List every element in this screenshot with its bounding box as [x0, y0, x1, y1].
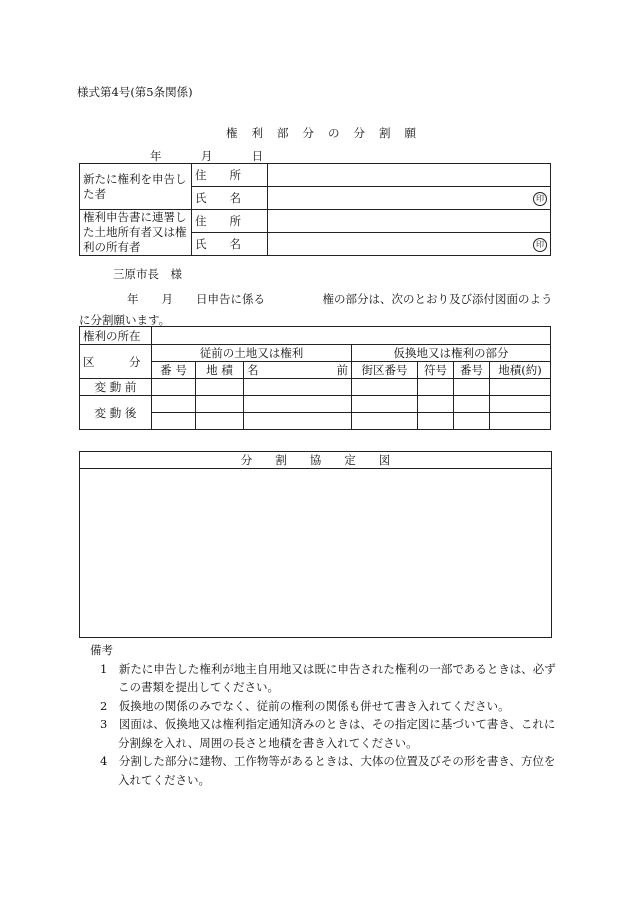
col-header: 符号	[418, 362, 454, 379]
table-cell[interactable]	[152, 379, 196, 396]
table-cell[interactable]	[490, 379, 551, 396]
row-label-after: 変 動 後	[80, 396, 152, 430]
applicant-label: 新たに権利を申告した者	[80, 164, 192, 210]
location-field[interactable]	[152, 327, 551, 345]
applicant-name-field[interactable]	[268, 187, 551, 210]
page-title: 権 利 部 分 の 分 割 願	[226, 126, 422, 140]
diagram-area[interactable]	[80, 469, 551, 637]
date-day: 日	[251, 149, 264, 163]
table-cell[interactable]	[152, 396, 196, 413]
table-cell[interactable]	[244, 413, 352, 430]
diagram-box	[79, 451, 552, 638]
name-label: 氏 名	[192, 187, 268, 210]
form-number: 様式第4号(第5条関係)	[77, 85, 193, 99]
applicant-table	[79, 163, 551, 256]
table-cell[interactable]	[196, 396, 244, 413]
notes	[92, 641, 562, 789]
address-label: 住 所	[192, 210, 268, 233]
table-cell[interactable]	[418, 379, 454, 396]
table-cell[interactable]	[352, 379, 418, 396]
table-cell[interactable]	[490, 413, 551, 430]
row-label-before: 変 動 前	[80, 379, 152, 396]
table-cell[interactable]	[196, 413, 244, 430]
name-label: 氏 名	[192, 233, 268, 256]
col-header: 街区番号	[352, 362, 418, 379]
col-header: 番 号	[152, 362, 196, 379]
diagram-title: 分 割 協 定 図	[80, 452, 551, 469]
address-label: 住 所	[192, 164, 268, 187]
addressee: 三原市長 様	[113, 267, 182, 281]
note-item: 4 分割した部分に建物、工作物等があるときは、大体の位置及びその形を書き、方位を入れてください。	[100, 754, 556, 787]
date-month: 月	[200, 149, 213, 163]
after-group-header: 仮換地又は権利の部分	[352, 345, 551, 362]
before-group-header: 従前の土地又は権利	[152, 345, 352, 362]
table-cell[interactable]	[352, 413, 418, 430]
table-cell[interactable]	[418, 396, 454, 413]
body-text-line2: に分割願います。	[79, 313, 171, 327]
note-item: 3 図面は、仮換地又は権利指定通知済みのときは、その指定図に基づいて書き、これに分割線を入れ、周囲の長さと地積を書き入れてください。	[100, 717, 556, 750]
body-text-line1: 年 月 日申告に係る 権の部分は、次のとおり及び添付図面のよう	[127, 292, 553, 306]
col-header-name: 名 前	[244, 362, 352, 379]
col-header: 番号	[454, 362, 490, 379]
cosigner-label: 権利申告書に連署した土地所有者又は権利の所有者	[80, 210, 192, 256]
table-cell[interactable]	[352, 396, 418, 413]
division-table	[79, 326, 551, 430]
table-cell[interactable]	[454, 379, 490, 396]
table-cell[interactable]	[454, 413, 490, 430]
date-line	[150, 148, 263, 164]
date-year: 年	[150, 149, 162, 163]
note-item: 2 仮換地の関係のみでなく、従前の権利の関係も併せて書き入れてください。	[100, 698, 510, 713]
table-cell[interactable]	[196, 379, 244, 396]
table-cell[interactable]	[418, 413, 454, 430]
table-cell[interactable]	[490, 396, 551, 413]
table-cell[interactable]	[244, 396, 352, 413]
cosigner-name-field[interactable]	[268, 233, 551, 256]
location-label: 権利の所在	[80, 327, 152, 345]
table-cell[interactable]	[244, 379, 352, 396]
seal-icon: 印	[533, 238, 547, 252]
table-cell[interactable]	[152, 413, 196, 430]
seal-icon: 印	[533, 192, 547, 206]
note-item: 1 新たに申告した権利が地主自用地又は既に申告された権利の一部であるときは、必ずこの書類を提出してください。	[100, 661, 556, 694]
notes-title: 備考	[90, 643, 113, 657]
col-header: 地積(約)	[490, 362, 551, 379]
table-cell[interactable]	[454, 396, 490, 413]
category-label: 区 分	[80, 345, 152, 379]
applicant-address-field[interactable]	[268, 164, 551, 187]
col-header: 地 積	[196, 362, 244, 379]
cosigner-address-field[interactable]	[268, 210, 551, 233]
